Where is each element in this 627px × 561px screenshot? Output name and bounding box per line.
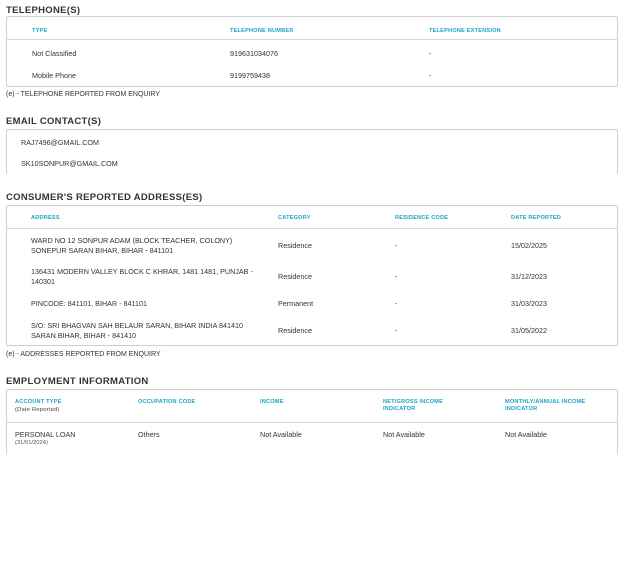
telephone-header-number: TELEPHONE NUMBER bbox=[230, 28, 294, 34]
address-row-4-address: S/O: SRI BHAGVAN SAH BELAUR SARAN, BIHAR INDIA 841410 SARAN BIHAR, BIHAR - 841410 bbox=[31, 321, 243, 340]
telephone-row-1-extension: - bbox=[429, 49, 432, 58]
address-row-2-category: Residence bbox=[278, 272, 312, 281]
employment-occupation: Others bbox=[138, 430, 160, 439]
address-note: (e) - ADDRESSES REPORTED FROM ENQUIRY bbox=[6, 351, 161, 358]
employment-header-occupation: OCCUPATION CODE bbox=[138, 399, 196, 405]
telephone-note: (e) - TELEPHONE REPORTED FROM ENQUIRY bbox=[6, 91, 161, 98]
address-row-1-address: WARD NO 12 SONPUR ADAM (BLOCK TEACHER, COLONY) SONEPUR SARAN BIHAR, BIHAR - 841101 bbox=[31, 236, 233, 255]
employment-header-date-reported: (Date Reported) bbox=[15, 407, 60, 413]
address-row-1-date: 15/02/2025 bbox=[511, 241, 547, 250]
address-row-4-category: Residence bbox=[278, 326, 312, 335]
telephone-table bbox=[6, 16, 618, 87]
address-row-2-residence-code: - bbox=[395, 272, 398, 281]
email-table bbox=[6, 129, 618, 174]
employment-table bbox=[6, 389, 618, 455]
employment-header-income: INCOME bbox=[260, 399, 284, 405]
employment-header-monthly-annual: MONTHLY/ANNUAL INCOME INDICATOR bbox=[505, 399, 586, 412]
employment-header-account-type: ACCOUNT TYPE bbox=[15, 399, 62, 405]
telephone-row-1-type: Not Classified bbox=[32, 49, 77, 58]
address-row-2-address: 136431 MODERN VALLEY BLOCK C KHRAR, 1481 1481, PUNJAB - 140301 bbox=[31, 267, 253, 286]
address-row-3-residence-code: - bbox=[395, 299, 398, 308]
telephone-row-2-type: Mobile Phone bbox=[32, 71, 76, 80]
address-header-address: ADDRESS bbox=[31, 215, 60, 221]
telephone-header-type: TYPE bbox=[32, 28, 48, 34]
address-row-3-address: PINCODE: 841101, BIHAR - 841101 bbox=[31, 299, 147, 308]
telephone-header-extension: TELEPHONE EXTENSION bbox=[429, 28, 501, 34]
address-row-2-date: 31/12/2023 bbox=[511, 272, 547, 281]
employment-monthly-annual: Not Available bbox=[505, 430, 547, 439]
address-row-1-residence-code: - bbox=[395, 241, 398, 250]
address-row-3-date: 31/03/2023 bbox=[511, 299, 547, 308]
employment-section-title: EMPLOYMENT INFORMATION bbox=[6, 376, 149, 387]
address-row-3-category: Permanent bbox=[278, 299, 314, 308]
email-row-1: RAJ7496@GMAIL.COM bbox=[21, 138, 99, 147]
employment-account-type: PERSONAL LOAN bbox=[15, 430, 76, 439]
employment-header-net-gross: NET/GROSS INCOME INDICATOR bbox=[383, 399, 444, 412]
address-table bbox=[6, 205, 618, 346]
telephone-row-1-number: 919631034076 bbox=[230, 49, 278, 58]
employment-net-gross: Not Available bbox=[383, 430, 425, 439]
address-section-title: CONSUMER'S REPORTED ADDRESS(ES) bbox=[6, 192, 203, 203]
address-header-residence-code: RESIDENCE CODE bbox=[395, 215, 449, 221]
address-row-4-date: 31/05/2022 bbox=[511, 326, 547, 335]
email-section-title: EMAIL CONTACT(S) bbox=[6, 116, 102, 127]
address-header-category: CATEGORY bbox=[278, 215, 311, 221]
address-row-4-residence-code: - bbox=[395, 326, 398, 335]
employment-income: Not Available bbox=[260, 430, 302, 439]
employment-date: (31/01/2024) bbox=[15, 440, 48, 446]
telephone-row-2-extension: - bbox=[429, 71, 432, 80]
telephone-section-title: TELEPHONE(S) bbox=[6, 5, 81, 16]
email-row-2: SK10SONPUR@GMAIL.COM bbox=[21, 159, 118, 168]
address-header-date: DATE REPORTED bbox=[511, 215, 562, 221]
address-row-1-category: Residence bbox=[278, 241, 312, 250]
telephone-row-2-number: 9199759438 bbox=[230, 71, 270, 80]
